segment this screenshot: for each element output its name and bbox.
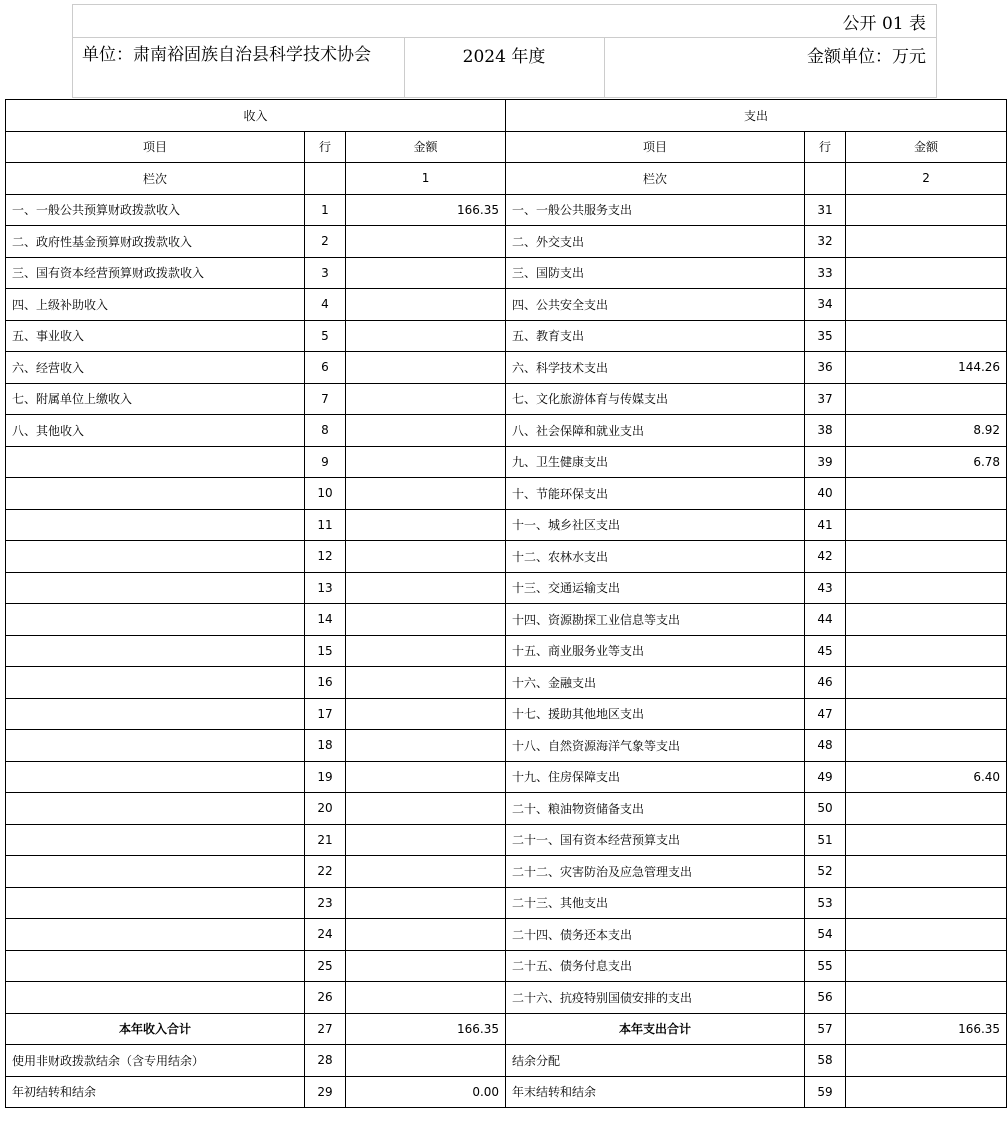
income-row-number: 24 [305, 919, 346, 951]
income-amount [346, 226, 506, 258]
income-row-number: 16 [305, 667, 346, 699]
expense-row-number: 54 [805, 919, 846, 951]
expense-amount [846, 194, 1007, 226]
income-item [6, 478, 305, 510]
income-item [6, 919, 305, 951]
expense-amount [846, 950, 1007, 982]
unit-label: 单位：肃南裕固族自治县科学技术协会 [82, 45, 371, 65]
expense-amount [846, 1045, 1007, 1077]
expense-amount [846, 793, 1007, 825]
expense-item: 九、卫生健康支出 [506, 446, 805, 478]
expense-item: 七、文化旅游体育与传媒支出 [506, 383, 805, 415]
expense-item: 二十六、抗疫特别国债安排的支出 [506, 982, 805, 1014]
income-amount [346, 352, 506, 384]
income-row-number: 18 [305, 730, 346, 762]
expense-item: 三、国防支出 [506, 257, 805, 289]
expense-row-number: 59 [805, 1076, 846, 1108]
income-item [6, 698, 305, 730]
income-item-header: 项目 [6, 131, 305, 163]
expense-row-number: 42 [805, 541, 846, 573]
income-item [6, 982, 305, 1014]
expense-item: 十、节能环保支出 [506, 478, 805, 510]
income-amount [346, 572, 506, 604]
expense-item-header: 项目 [506, 131, 805, 163]
expense-item: 一、一般公共服务支出 [506, 194, 805, 226]
income-item: 四、上级补助收入 [6, 289, 305, 321]
income-item [6, 856, 305, 888]
income-amount [346, 698, 506, 730]
expense-row-number: 40 [805, 478, 846, 510]
expense-item: 结余分配 [506, 1045, 805, 1077]
income-amount [346, 793, 506, 825]
income-lanci-row-cell [305, 163, 346, 195]
income-amount [346, 824, 506, 856]
income-item [6, 730, 305, 762]
expense-row-number: 38 [805, 415, 846, 447]
expense-item: 二十三、其他支出 [506, 887, 805, 919]
expense-row-number: 35 [805, 320, 846, 352]
expense-lanci-row-cell [805, 163, 846, 195]
income-item [6, 887, 305, 919]
income-item [6, 950, 305, 982]
income-amount [346, 1045, 506, 1077]
table-row [6, 698, 1007, 730]
income-row-number: 29 [305, 1076, 346, 1108]
table-row [6, 572, 1007, 604]
expense-item: 十四、资源勘探工业信息等支出 [506, 604, 805, 636]
income-amount [346, 383, 506, 415]
income-row-number: 23 [305, 887, 346, 919]
expense-row-number: 55 [805, 950, 846, 982]
expense-amount: 8.92 [846, 415, 1007, 447]
income-row-number: 13 [305, 572, 346, 604]
expense-item: 二、外交支出 [506, 226, 805, 258]
income-item [6, 824, 305, 856]
expense-row-number: 51 [805, 824, 846, 856]
income-amount [346, 446, 506, 478]
income-row-number: 20 [305, 793, 346, 825]
income-lanci-label: 栏次 [6, 163, 305, 195]
income-row-number: 6 [305, 352, 346, 384]
expense-row-number: 33 [805, 257, 846, 289]
table-row [6, 761, 1007, 793]
income-row-number: 4 [305, 289, 346, 321]
income-amount [346, 887, 506, 919]
expense-item: 年末结转和结余 [506, 1076, 805, 1108]
income-item: 二、政府性基金预算财政拨款收入 [6, 226, 305, 258]
expense-amount [846, 572, 1007, 604]
income-amount [346, 950, 506, 982]
income-amount [346, 541, 506, 573]
table-row [6, 383, 1007, 415]
expense-item: 二十四、债务还本支出 [506, 919, 805, 951]
table-row [6, 509, 1007, 541]
expense-amount [846, 919, 1007, 951]
expense-item: 六、科学技术支出 [506, 352, 805, 384]
income-amount [346, 478, 506, 510]
table-row [6, 352, 1007, 384]
income-row-number: 26 [305, 982, 346, 1014]
expense-row-number: 37 [805, 383, 846, 415]
expense-amount [846, 383, 1007, 415]
report-year: 2024 年度 [462, 47, 546, 67]
table-row [6, 824, 1007, 856]
income-amount [346, 289, 506, 321]
income-item: 一、一般公共预算财政拨款收入 [6, 194, 305, 226]
expense-amount [846, 824, 1007, 856]
expense-row-number: 57 [805, 1013, 846, 1045]
table-row [6, 1045, 1007, 1077]
income-item: 本年收入合计 [6, 1013, 305, 1045]
income-amount-header: 金额 [346, 131, 506, 163]
table-row [6, 478, 1007, 510]
total-row [6, 1013, 1007, 1045]
income-item [6, 793, 305, 825]
expense-amount [846, 730, 1007, 762]
table-row [6, 1076, 1007, 1108]
expense-amount [846, 635, 1007, 667]
expense-item: 本年支出合计 [506, 1013, 805, 1045]
table-row [6, 982, 1007, 1014]
expense-amount: 144.26 [846, 352, 1007, 384]
expense-row-number: 52 [805, 856, 846, 888]
income-item: 年初结转和结余 [6, 1076, 305, 1108]
expense-amount [846, 667, 1007, 699]
table-row [6, 415, 1007, 447]
income-item: 五、事业收入 [6, 320, 305, 352]
expense-row-number: 45 [805, 635, 846, 667]
expense-amount [846, 856, 1007, 888]
income-item [6, 667, 305, 699]
expense-lanci-label: 栏次 [506, 163, 805, 195]
expense-item: 十三、交通运输支出 [506, 572, 805, 604]
income-section-title: 收入 [6, 100, 506, 132]
income-row-header: 行 [305, 131, 346, 163]
income-amount [346, 730, 506, 762]
expense-item: 十二、农林水支出 [506, 541, 805, 573]
expense-amount [846, 541, 1007, 573]
income-amount [346, 856, 506, 888]
expense-item: 十六、金融支出 [506, 667, 805, 699]
money-unit: 金额单位：万元 [807, 47, 926, 67]
expense-amount [846, 698, 1007, 730]
expense-amount [846, 478, 1007, 510]
expense-row-number: 56 [805, 982, 846, 1014]
income-row-number: 21 [305, 824, 346, 856]
budget-table [5, 99, 1007, 1108]
income-amount [346, 604, 506, 636]
income-amount [346, 667, 506, 699]
expense-row-number: 43 [805, 572, 846, 604]
income-lanci-number: 1 [346, 163, 506, 195]
expense-item: 十七、援助其他地区支出 [506, 698, 805, 730]
expense-row-number: 47 [805, 698, 846, 730]
income-row-number: 17 [305, 698, 346, 730]
expense-item: 二十、粮油物资储备支出 [506, 793, 805, 825]
header-divider-vertical [604, 37, 605, 97]
table-row [6, 226, 1007, 258]
expense-item: 十八、自然资源海洋气象等支出 [506, 730, 805, 762]
income-item [6, 635, 305, 667]
income-item [6, 541, 305, 573]
income-row-number: 15 [305, 635, 346, 667]
expense-section-title: 支出 [506, 100, 1007, 132]
income-row-number: 9 [305, 446, 346, 478]
table-row [6, 730, 1007, 762]
income-item [6, 761, 305, 793]
expense-item: 二十二、灾害防治及应急管理支出 [506, 856, 805, 888]
income-row-number: 5 [305, 320, 346, 352]
income-row-number: 2 [305, 226, 346, 258]
income-amount [346, 919, 506, 951]
table-row [6, 446, 1007, 478]
expense-row-number: 46 [805, 667, 846, 699]
income-row-number: 22 [305, 856, 346, 888]
table-row [6, 289, 1007, 321]
income-row-number: 7 [305, 383, 346, 415]
income-row-number: 25 [305, 950, 346, 982]
income-item: 七、附属单位上缴收入 [6, 383, 305, 415]
form-code: 公开 01 表 [842, 14, 926, 34]
income-row-number: 28 [305, 1045, 346, 1077]
table-row [6, 635, 1007, 667]
table-row [6, 856, 1007, 888]
income-row-number: 27 [305, 1013, 346, 1045]
table-row [6, 950, 1007, 982]
expense-amount [846, 509, 1007, 541]
expense-row-number: 53 [805, 887, 846, 919]
income-amount: 166.35 [346, 1013, 506, 1045]
income-item [6, 572, 305, 604]
income-row-number: 1 [305, 194, 346, 226]
table-row [6, 320, 1007, 352]
expense-item: 十一、城乡社区支出 [506, 509, 805, 541]
expense-row-number: 39 [805, 446, 846, 478]
expense-row-number: 36 [805, 352, 846, 384]
table-row [6, 793, 1007, 825]
expense-item: 五、教育支出 [506, 320, 805, 352]
header-divider [73, 37, 936, 38]
expense-amount [846, 604, 1007, 636]
table-row [6, 257, 1007, 289]
table-row [6, 604, 1007, 636]
expense-amount [846, 257, 1007, 289]
expense-amount: 166.35 [846, 1013, 1007, 1045]
table-row [6, 887, 1007, 919]
expense-row-number: 58 [805, 1045, 846, 1077]
expense-amount [846, 1076, 1007, 1108]
expense-row-number: 49 [805, 761, 846, 793]
income-amount [346, 635, 506, 667]
income-item: 使用非财政拨款结余（含专用结余） [6, 1045, 305, 1077]
income-item [6, 604, 305, 636]
income-row-number: 10 [305, 478, 346, 510]
expense-item: 四、公共安全支出 [506, 289, 805, 321]
column-header-row [6, 131, 1007, 163]
expense-amount: 6.78 [846, 446, 1007, 478]
table-row [6, 194, 1007, 226]
income-row-number: 8 [305, 415, 346, 447]
expense-row-number: 34 [805, 289, 846, 321]
expense-row-number: 44 [805, 604, 846, 636]
income-item: 六、经营收入 [6, 352, 305, 384]
expense-amount [846, 320, 1007, 352]
expense-lanci-number: 2 [846, 163, 1007, 195]
expense-amount [846, 982, 1007, 1014]
income-row-number: 19 [305, 761, 346, 793]
income-amount [346, 257, 506, 289]
expense-row-number: 48 [805, 730, 846, 762]
expense-amount [846, 226, 1007, 258]
expense-row-number: 41 [805, 509, 846, 541]
income-amount: 0.00 [346, 1076, 506, 1108]
income-row-number: 12 [305, 541, 346, 573]
section-header-row [6, 100, 1007, 132]
expense-amount [846, 887, 1007, 919]
expense-row-number: 32 [805, 226, 846, 258]
income-amount [346, 509, 506, 541]
expense-item: 八、社会保障和就业支出 [506, 415, 805, 447]
table-row [6, 919, 1007, 951]
expense-row-number: 31 [805, 194, 846, 226]
table-row [6, 667, 1007, 699]
expense-amount [846, 289, 1007, 321]
lanci-row [6, 163, 1007, 195]
income-row-number: 11 [305, 509, 346, 541]
income-amount [346, 415, 506, 447]
income-row-number: 14 [305, 604, 346, 636]
income-amount [346, 982, 506, 1014]
report-header [72, 4, 937, 98]
income-item: 八、其他收入 [6, 415, 305, 447]
expense-row-header: 行 [805, 131, 846, 163]
income-item: 三、国有资本经营预算财政拨款收入 [6, 257, 305, 289]
expense-row-number: 50 [805, 793, 846, 825]
income-row-number: 3 [305, 257, 346, 289]
expense-item: 二十五、债务付息支出 [506, 950, 805, 982]
income-item [6, 509, 305, 541]
income-amount: 166.35 [346, 194, 506, 226]
expense-item: 十九、住房保障支出 [506, 761, 805, 793]
expense-amount: 6.40 [846, 761, 1007, 793]
income-amount [346, 320, 506, 352]
expense-item: 二十一、国有资本经营预算支出 [506, 824, 805, 856]
income-amount [346, 761, 506, 793]
table-row [6, 541, 1007, 573]
expense-amount-header: 金额 [846, 131, 1007, 163]
income-item [6, 446, 305, 478]
expense-item: 十五、商业服务业等支出 [506, 635, 805, 667]
